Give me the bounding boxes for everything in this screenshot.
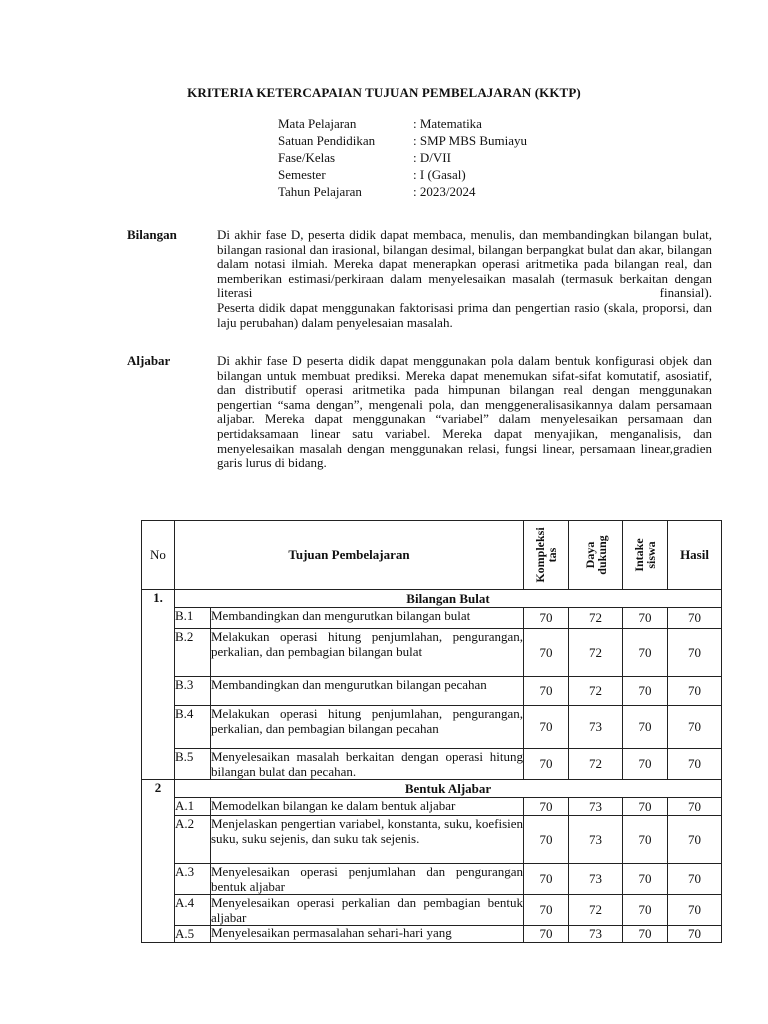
- section-label-aljabar: Aljabar: [127, 353, 171, 368]
- value-daya-dukung: 73: [569, 816, 623, 864]
- row-code: A.3: [175, 864, 211, 895]
- info-row: [278, 115, 527, 132]
- group-row: [142, 590, 722, 608]
- info-value: : 2023/2024: [413, 184, 476, 199]
- header-tujuan: Tujuan Pembelajaran: [175, 521, 524, 590]
- table-row: [142, 706, 722, 749]
- header-intake: [623, 521, 668, 590]
- row-description: Membandingkan dan mengurutkan bilangan bulat: [211, 608, 524, 629]
- value-intake: 70: [623, 926, 668, 943]
- info-label: Tahun Pelajaran: [278, 184, 362, 199]
- row-code: B.4: [175, 706, 211, 749]
- row-code: B.3: [175, 677, 211, 706]
- value-hasil: 70: [668, 677, 722, 706]
- section-bilangan: [127, 228, 712, 330]
- paragraph: Di akhir fase D peserta didik dapat menggunakan pola dalam bentuk konfigurasi objek dan bilangan untuk membuat prediksi. Mereka dapat menemukan sifat-sifat komutatif, asosiatif, dan distributif operasi aritmetika pada himpunan bilangan real dengan menggunakan pengertian “sama dengan”, mengenali pola, dan menggeneralisasikannya dalam persamaan aljabar. Mereka dapat menggunakan “variabel” dalam menyelesaikan persamaan dan pertidaksamaan linear satu variabel. Mereka dapat menyajikan, menganalisis, dan menyelesaikan masalah dengan menggunakan relasi, fungsi linear, persamaan linear,gradien garis lurus di bidang.: [217, 353, 712, 471]
- table-header-row: [142, 521, 722, 590]
- row-description: Menyelesaikan permasalahan sehari-hari yang: [211, 926, 524, 943]
- value-daya-dukung: 73: [569, 864, 623, 895]
- value-intake: 70: [623, 629, 668, 677]
- header-daya-label: Daya dukung: [582, 535, 609, 575]
- row-code: A.5: [175, 926, 211, 943]
- row-code: B.2: [175, 629, 211, 677]
- value-daya-dukung: 72: [569, 608, 623, 629]
- section-text-aljabar: [217, 354, 712, 471]
- value-intake: 70: [623, 864, 668, 895]
- table-row: [142, 677, 722, 706]
- value-daya-dukung: 73: [569, 926, 623, 943]
- value-kompleksitas: 70: [524, 629, 569, 677]
- table-row: [142, 816, 722, 864]
- group-title: Bilangan Bulat: [175, 590, 722, 608]
- value-intake: 70: [623, 895, 668, 926]
- table-row: [142, 864, 722, 895]
- document-title: KRITERIA KETERCAPAIAN TUJUAN PEMBELAJARAN (KKTP): [187, 85, 581, 100]
- row-description: Menyelesaikan operasi perkalian dan pembagian bentuk aljabar: [211, 895, 524, 925]
- row-description: Menyelesaikan masalah berkaitan dengan operasi hitung bilangan bulat dan pecahan.: [211, 749, 524, 779]
- value-hasil: 70: [668, 749, 722, 780]
- info-label: Semester: [278, 167, 326, 182]
- value-intake: 70: [623, 608, 668, 629]
- info-row: [278, 149, 527, 166]
- info-value: : I (Gasal): [413, 167, 466, 182]
- row-description: Menjelaskan pengertian variabel, konstanta, suku, koefisien suku, suku sejenis, dan suku tak sejenis.: [211, 816, 524, 864]
- row-description: Memodelkan bilangan ke dalam bentuk aljabar: [211, 798, 524, 816]
- value-hasil: 70: [668, 608, 722, 629]
- value-hasil: 70: [668, 816, 722, 864]
- info-value: : SMP MBS Bumiayu: [413, 133, 528, 148]
- value-hasil: 70: [668, 926, 722, 943]
- value-kompleksitas: 70: [524, 926, 569, 943]
- value-daya-dukung: 72: [569, 749, 623, 780]
- table-row: [142, 895, 722, 926]
- header-kompleksitas-label: Kompleksi tas: [533, 527, 560, 583]
- paragraph: Di akhir fase D, peserta didik dapat membaca, menulis, dan membandingkan bilangan bulat, bilangan rasional dan irasional, bilangan desimal, bilangan berpangkat bulat dan akar, bilangan dalam notasi ilmiah. Mereka dapat menerapkan operasi aritmetika pada bilangan real, dan memberikan estimasi/perkiraan dalam menyelesaikan masalah (termasuk berkaitan dengan literasi finansial).: [217, 227, 712, 301]
- row-description: Menyelesaikan operasi penjumlahan dan pengurangan bentuk aljabar: [211, 864, 524, 894]
- group-row: [142, 780, 722, 798]
- header-intake-label: Intake siswa: [632, 538, 659, 572]
- row-description: Melakukan operasi hitung penjumlahan, pengurangan, perkalian, dan pembagian bilangan bulat: [211, 629, 524, 677]
- header-daya-dukung: [569, 521, 623, 590]
- table-row: [142, 608, 722, 629]
- value-daya-dukung: 73: [569, 798, 623, 816]
- info-label: Satuan Pendidikan: [278, 133, 376, 148]
- row-description: Melakukan operasi hitung penjumlahan, pengurangan, perkalian, dan pembagian bilangan pecahan: [211, 706, 524, 749]
- info-block: [278, 115, 527, 200]
- header-hasil: Hasil: [668, 521, 722, 590]
- section-text-bilangan: [217, 228, 712, 330]
- info-row: [278, 183, 527, 200]
- value-hasil: 70: [668, 864, 722, 895]
- value-kompleksitas: 70: [524, 706, 569, 749]
- header-no: No: [142, 521, 175, 590]
- table-row: [142, 749, 722, 780]
- table-row: [142, 926, 722, 943]
- value-intake: 70: [623, 706, 668, 749]
- value-daya-dukung: 72: [569, 629, 623, 677]
- value-kompleksitas: 70: [524, 798, 569, 816]
- group-number: 2: [142, 780, 175, 943]
- value-daya-dukung: 72: [569, 895, 623, 926]
- row-code: A.1: [175, 798, 211, 816]
- paragraph: Peserta didik dapat menggunakan faktorisasi prima dan pengertian rasio (skala, proporsi, dan laju perubahan) dalam penyelesaian masalah.: [217, 299, 712, 330]
- row-code: A.2: [175, 816, 211, 864]
- value-hasil: 70: [668, 895, 722, 926]
- group-title: Bentuk Aljabar: [175, 780, 722, 798]
- value-kompleksitas: 70: [524, 608, 569, 629]
- row-description: Membandingkan dan mengurutkan bilangan pecahan: [211, 677, 524, 706]
- group-number: 1.: [142, 590, 175, 780]
- info-label: Fase/Kelas: [278, 150, 336, 165]
- value-intake: 70: [623, 816, 668, 864]
- value-kompleksitas: 70: [524, 895, 569, 926]
- section-label-bilangan: Bilangan: [127, 227, 177, 242]
- info-label: Mata Pelajaran: [278, 116, 357, 131]
- value-kompleksitas: 70: [524, 749, 569, 780]
- info-row: [278, 132, 527, 149]
- value-hasil: 70: [668, 706, 722, 749]
- value-hasil: 70: [668, 798, 722, 816]
- table-row: [142, 798, 722, 816]
- row-code: B.1: [175, 608, 211, 629]
- table-row: [142, 629, 722, 677]
- value-kompleksitas: 70: [524, 677, 569, 706]
- info-value: : D/VII: [413, 150, 451, 165]
- header-kompleksitas: [524, 521, 569, 590]
- section-aljabar: [127, 354, 712, 471]
- info-row: [278, 166, 527, 183]
- value-kompleksitas: 70: [524, 816, 569, 864]
- kktp-table: [141, 520, 722, 943]
- row-code: A.4: [175, 895, 211, 926]
- value-intake: 70: [623, 798, 668, 816]
- value-intake: 70: [623, 677, 668, 706]
- value-daya-dukung: 72: [569, 677, 623, 706]
- value-intake: 70: [623, 749, 668, 780]
- info-value: : Matematika: [413, 116, 482, 131]
- row-code: B.5: [175, 749, 211, 780]
- value-hasil: 70: [668, 629, 722, 677]
- value-daya-dukung: 73: [569, 706, 623, 749]
- value-kompleksitas: 70: [524, 864, 569, 895]
